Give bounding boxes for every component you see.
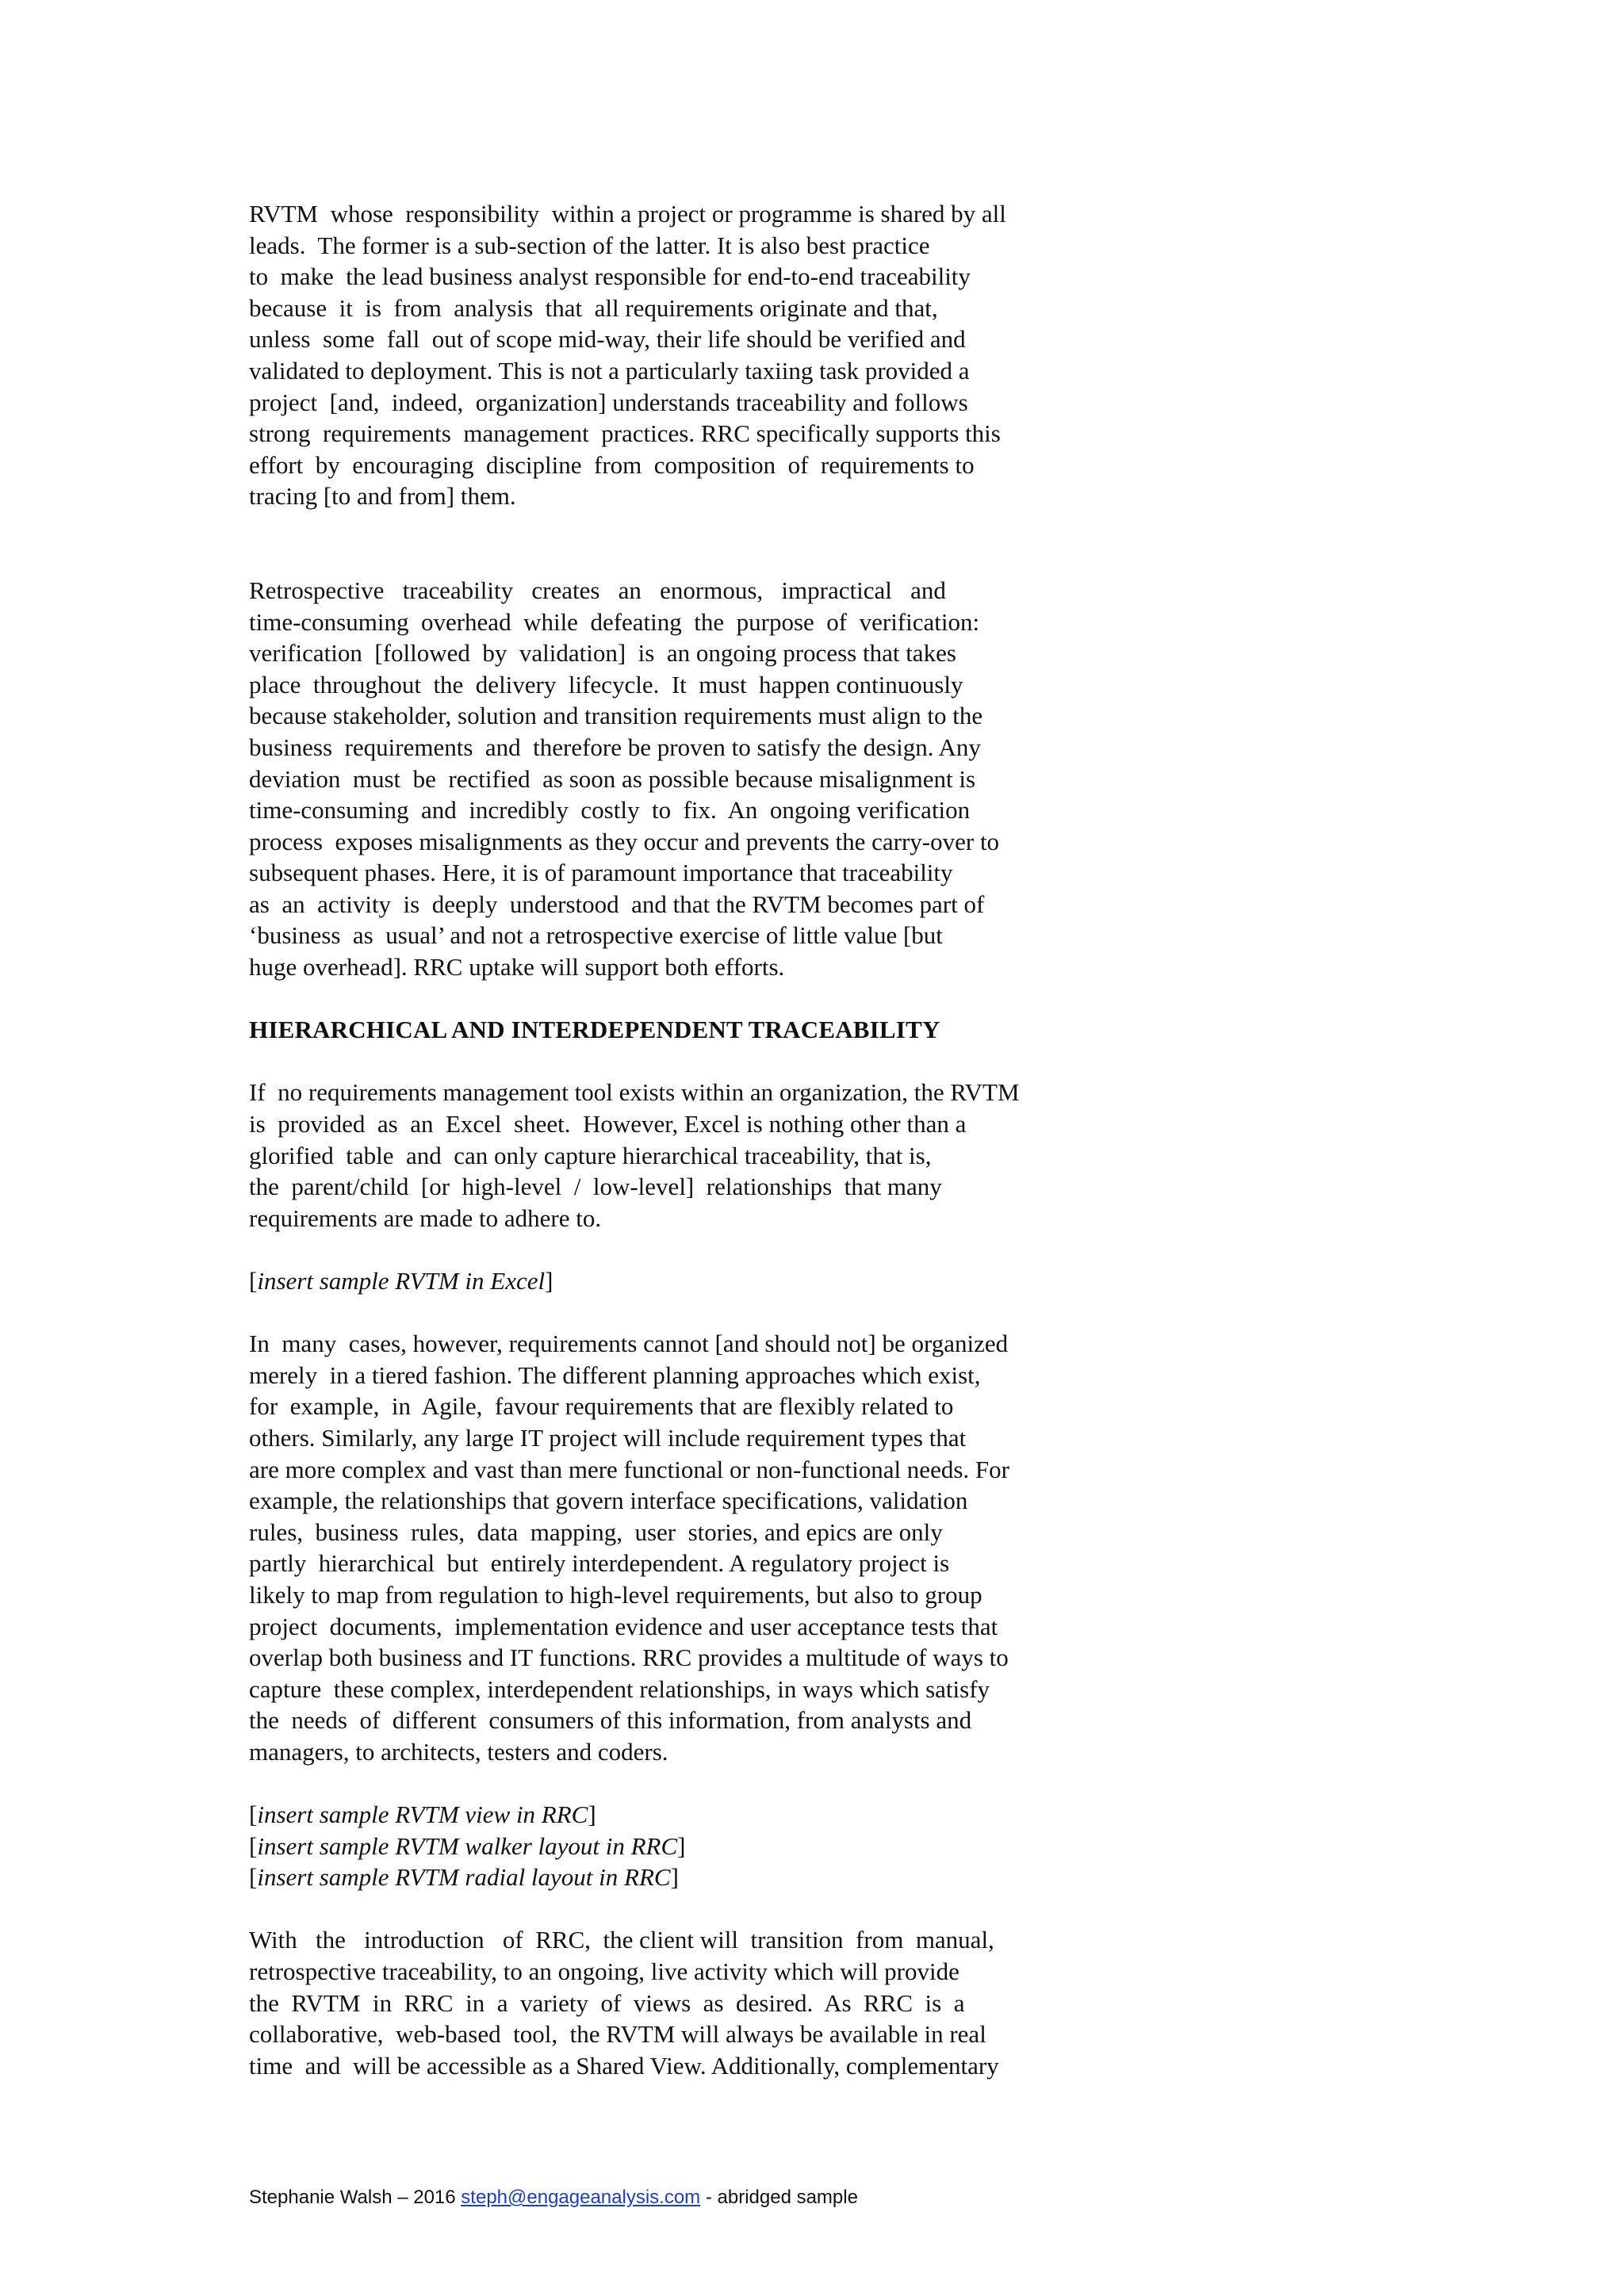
paragraph-5 <box>249 1924 1169 2081</box>
paragraph-line: deviation must be rectified as soon as possible because misalignment is <box>249 764 976 793</box>
placeholder-note <box>249 1831 1169 1862</box>
paragraph-line: the needs of different consumers of this information, from analysts and <box>249 1706 972 1735</box>
paragraph-line: partly hierarchical but entirely interdependent. A regulatory project is <box>249 1549 950 1578</box>
spacer <box>249 1297 1169 1329</box>
footer-email-link[interactable]: steph@engageanalysis.com <box>461 2187 701 2208</box>
paragraph-line: are more complex and vast than mere functional or non-functional needs. For <box>249 1455 1009 1483</box>
paragraph-line: With the introduction of RRC, the client will transition from manual, <box>249 1926 994 1954</box>
paragraph-line: to make the lead business analyst responsible for end-to-end traceability <box>249 262 971 291</box>
paragraph-4 <box>249 1328 1169 1767</box>
spacer <box>249 983 1169 1015</box>
paragraph-line: tracing [to and from] them. <box>249 482 516 511</box>
footer-author: Stephanie Walsh – 2016 <box>249 2187 462 2208</box>
paragraph-line: rules, business rules, data mapping, user stories, and epics are only <box>249 1517 943 1546</box>
paragraph-line: glorified table and can only capture hierarchical traceability, that is, <box>249 1141 932 1169</box>
bracket-close: ] <box>670 1863 679 1892</box>
spacer <box>249 1234 1169 1265</box>
placeholder-note <box>249 1862 1169 1893</box>
paragraph-line: In many cases, however, requirements cannot [and should not] be organized <box>249 1330 1009 1358</box>
paragraph-line: is provided as an Excel sheet. However, Excel is nothing other than a <box>249 1110 967 1138</box>
bracket-open: [ <box>249 1800 258 1829</box>
paragraph-line: If no requirements management tool exists within an organization, the RVTM <box>249 1078 1020 1107</box>
paragraph-line: collaborative, web-based tool, the RVTM will always be available in real <box>249 2020 986 2049</box>
paragraph-line: time-consuming overhead while defeating the purpose of verification: <box>249 607 980 636</box>
paragraph-line: process exposes misalignments as they occur and prevents the carry-over to <box>249 827 1000 855</box>
paragraph-line: place throughout the delivery lifecycle. It must happen continuously <box>249 670 963 698</box>
paragraph-line: business requirements and therefore be proven to satisfy the design. Any <box>249 733 981 761</box>
paragraph-line: unless some fall out of scope mid-way, their life should be verified and <box>249 325 966 354</box>
footer-suffix: - abridged sample <box>700 2187 858 2208</box>
paragraph-2 <box>249 575 1169 983</box>
placeholder-note-text: insert sample RVTM radial layout in RRC <box>257 1863 671 1892</box>
paragraph-line: retrospective traceability, to an ongoing, live activity which will provide <box>249 1957 959 1986</box>
paragraph-line: example, the relationships that govern interface specifications, validation <box>249 1487 968 1515</box>
paragraph-line: leads. The former is a sub-section of the latter. It is also best practice <box>249 231 930 259</box>
document-body <box>249 198 1169 2081</box>
placeholder-note <box>249 1265 1169 1297</box>
placeholder-note-text: insert sample RVTM in Excel <box>257 1267 546 1295</box>
bracket-open: [ <box>249 1863 258 1892</box>
paragraph-line: effort by encouraging discipline from composition of requirements to <box>249 450 975 479</box>
spacer <box>249 1768 1169 1800</box>
paragraph-1 <box>249 198 1169 512</box>
placeholder-note-list <box>249 1799 1169 1893</box>
paragraph-line: capture these complex, interdependent relationships, in ways which satisfy <box>249 1674 990 1703</box>
paragraph-line: because stakeholder, solution and transition requirements must align to the <box>249 702 983 730</box>
paragraph-line: RVTM whose responsibility within a project or programme is shared by all <box>249 200 1006 228</box>
paragraph-line: Retrospective traceability creates an enormous, impractical and <box>249 576 946 604</box>
paragraph-line: time and will be accessible as a Shared View. Additionally, complementary <box>249 2051 999 2080</box>
paragraph-line: verification [followed by validation] is an ongoing process that takes <box>249 639 956 668</box>
paragraph-line: validated to deployment. This is not a particularly taxiing task provided a <box>249 356 970 385</box>
spacer <box>249 1046 1169 1077</box>
bracket-open: [ <box>249 1831 258 1860</box>
paragraph-line: ‘business as usual’ and not a retrospective exercise of little value [but <box>249 921 943 950</box>
paragraph-line: for example, in Agile, favour requirements that are flexibly related to <box>249 1392 954 1421</box>
paragraph-line: huge overhead]. RRC uptake will support both efforts. <box>249 953 785 982</box>
bracket-open: [ <box>249 1267 258 1295</box>
placeholder-note-text: insert sample RVTM walker layout in RRC <box>257 1831 678 1860</box>
paragraph-line: the RVTM in RRC in a variety of views as desired. As RRC is a <box>249 1988 965 2017</box>
paragraph-3 <box>249 1077 1169 1234</box>
paragraph-line: overlap both business and IT functions. RRC provides a multitude of ways to <box>249 1644 1009 1672</box>
paragraph-line: managers, to architects, testers and coders. <box>249 1737 668 1766</box>
paragraph-line: time-consuming and incredibly costly to fix. An ongoing verification <box>249 796 971 825</box>
paragraph-line: because it is from analysis that all requirements originate and that, <box>249 293 938 322</box>
bracket-close: ] <box>588 1800 596 1829</box>
paragraph-line: project documents, implementation evidence and user acceptance tests that <box>249 1612 998 1640</box>
spacer <box>249 1893 1169 1925</box>
placeholder-note <box>249 1799 1169 1831</box>
paragraph-line: the parent/child [or high-level / low-level] relationships that many <box>249 1173 942 1201</box>
section-heading: HIERARCHICAL AND INTERDEPENDENT TRACEABILITY <box>249 1016 940 1044</box>
paragraph-line: requirements are made to adhere to. <box>249 1203 602 1232</box>
paragraph-line: merely in a tiered fashion. The different planning approaches which exist, <box>249 1360 981 1389</box>
paragraph-line: project [and, indeed, organization] understands traceability and follows <box>249 388 968 416</box>
paragraph-line: others. Similarly, any large IT project will include requirement types that <box>249 1423 967 1452</box>
paragraph-line: subsequent phases. Here, it is of paramount importance that traceability <box>249 859 953 887</box>
spacer <box>249 512 1169 575</box>
paragraph-line: likely to map from regulation to high-level requirements, but also to group <box>249 1580 982 1609</box>
bracket-close: ] <box>545 1267 553 1295</box>
bracket-close: ] <box>677 1831 686 1860</box>
paragraph-line: strong requirements management practices. RRC specifically supports this <box>249 419 1001 448</box>
paragraph-line: as an activity is deeply understood and that the RVTM becomes part of <box>249 890 985 918</box>
page-footer <box>249 2187 858 2209</box>
placeholder-note-text: insert sample RVTM view in RRC <box>257 1800 588 1829</box>
